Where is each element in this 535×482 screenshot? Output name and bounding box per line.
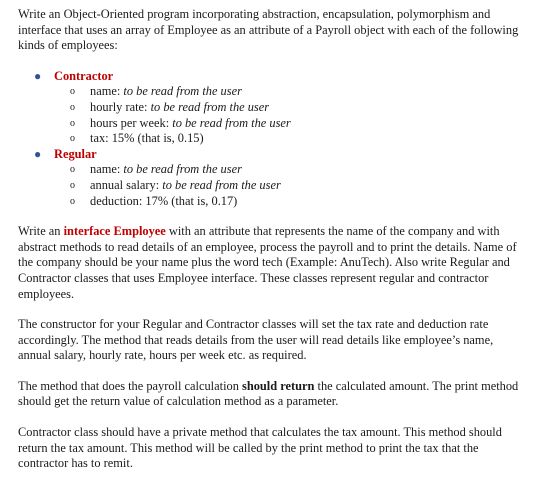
field-label: annual salary: — [90, 177, 160, 192]
bold-text: should return — [242, 378, 315, 393]
employee-type-title: Contractor — [54, 68, 114, 83]
circle-bullet-icon: o — [70, 164, 75, 176]
regular-field-list — [54, 162, 523, 209]
text-run: the calculated amount. The print method should get the return value of calculation method as a parameter. — [18, 378, 519, 409]
field-label: hours per week: — [90, 115, 170, 130]
field-value: to be read from the user — [150, 99, 270, 114]
circle-bullet-icon: o — [70, 101, 75, 113]
field-value: to be read from the user — [123, 162, 242, 177]
field-value: 17% (that is, 0.17) — [145, 193, 238, 208]
list-item-contractor — [18, 69, 523, 147]
list-item — [54, 100, 523, 116]
employee-type-title: Regular — [54, 146, 97, 161]
field-value: to be read from the user — [123, 84, 242, 99]
field-label: hourly rate: — [90, 99, 148, 114]
list-item — [54, 178, 523, 194]
field-label: deduction: — [90, 193, 143, 208]
payroll-method-paragraph — [18, 379, 523, 410]
list-item — [54, 131, 523, 147]
circle-bullet-icon: o — [70, 179, 75, 191]
text-run: The method that does the payroll calculation — [18, 378, 242, 393]
circle-bullet-icon: o — [70, 86, 75, 98]
list-item — [54, 116, 523, 132]
text-run: Write an — [18, 224, 64, 239]
circle-bullet-icon: o — [70, 195, 75, 207]
highlight-text: interface Employee — [63, 224, 166, 239]
tax-method-paragraph: Contractor class should have a private method that calculates the tax amount. This method should return the tax amount. This method will be called by the print method to print the tax that the contractor has to remit. — [18, 425, 502, 471]
bullet-icon: ● — [34, 68, 42, 83]
intro-paragraph: Write an Object-Oriented program incorporating abstraction, encapsulation, polymorphism and interface that uses an array of Employee as an attribute of a Payroll object with each of the following kinds of employees: — [18, 7, 519, 53]
list-item — [54, 162, 523, 178]
list-item — [54, 194, 523, 210]
document — [18, 7, 523, 472]
field-label: tax: — [90, 131, 109, 146]
field-label: name: — [90, 84, 121, 99]
text-run: with an attribute that represents the name of the company and with abstract methods to read details of an employee, process the payroll and to print the details. Name of the company should be your name plus the word tech (Example: AnuTech). Also write Regular and Contractor classes that uses Employee interface. These classes represent regular and contractor employees. — [18, 224, 517, 301]
field-value: to be read from the user — [162, 177, 281, 192]
interface-paragraph — [18, 224, 523, 302]
constructor-paragraph: The constructor for your Regular and Contractor classes will set the tax rate and deduction rate accordingly. The method that reads details from the user will read details like employee’s name, annual salary, hourly rate, hours per week etc. as required. — [18, 317, 494, 363]
list-item-regular — [18, 147, 523, 209]
contractor-field-list — [54, 84, 523, 146]
list-item — [54, 84, 523, 100]
circle-bullet-icon: o — [70, 133, 75, 145]
field-value: 15% (that is, 0.15) — [111, 131, 204, 146]
employee-type-list — [18, 69, 523, 209]
circle-bullet-icon: o — [70, 117, 75, 129]
field-value: to be read from the user — [172, 115, 291, 130]
field-label: name: — [90, 162, 121, 177]
bullet-icon: ● — [34, 146, 42, 161]
